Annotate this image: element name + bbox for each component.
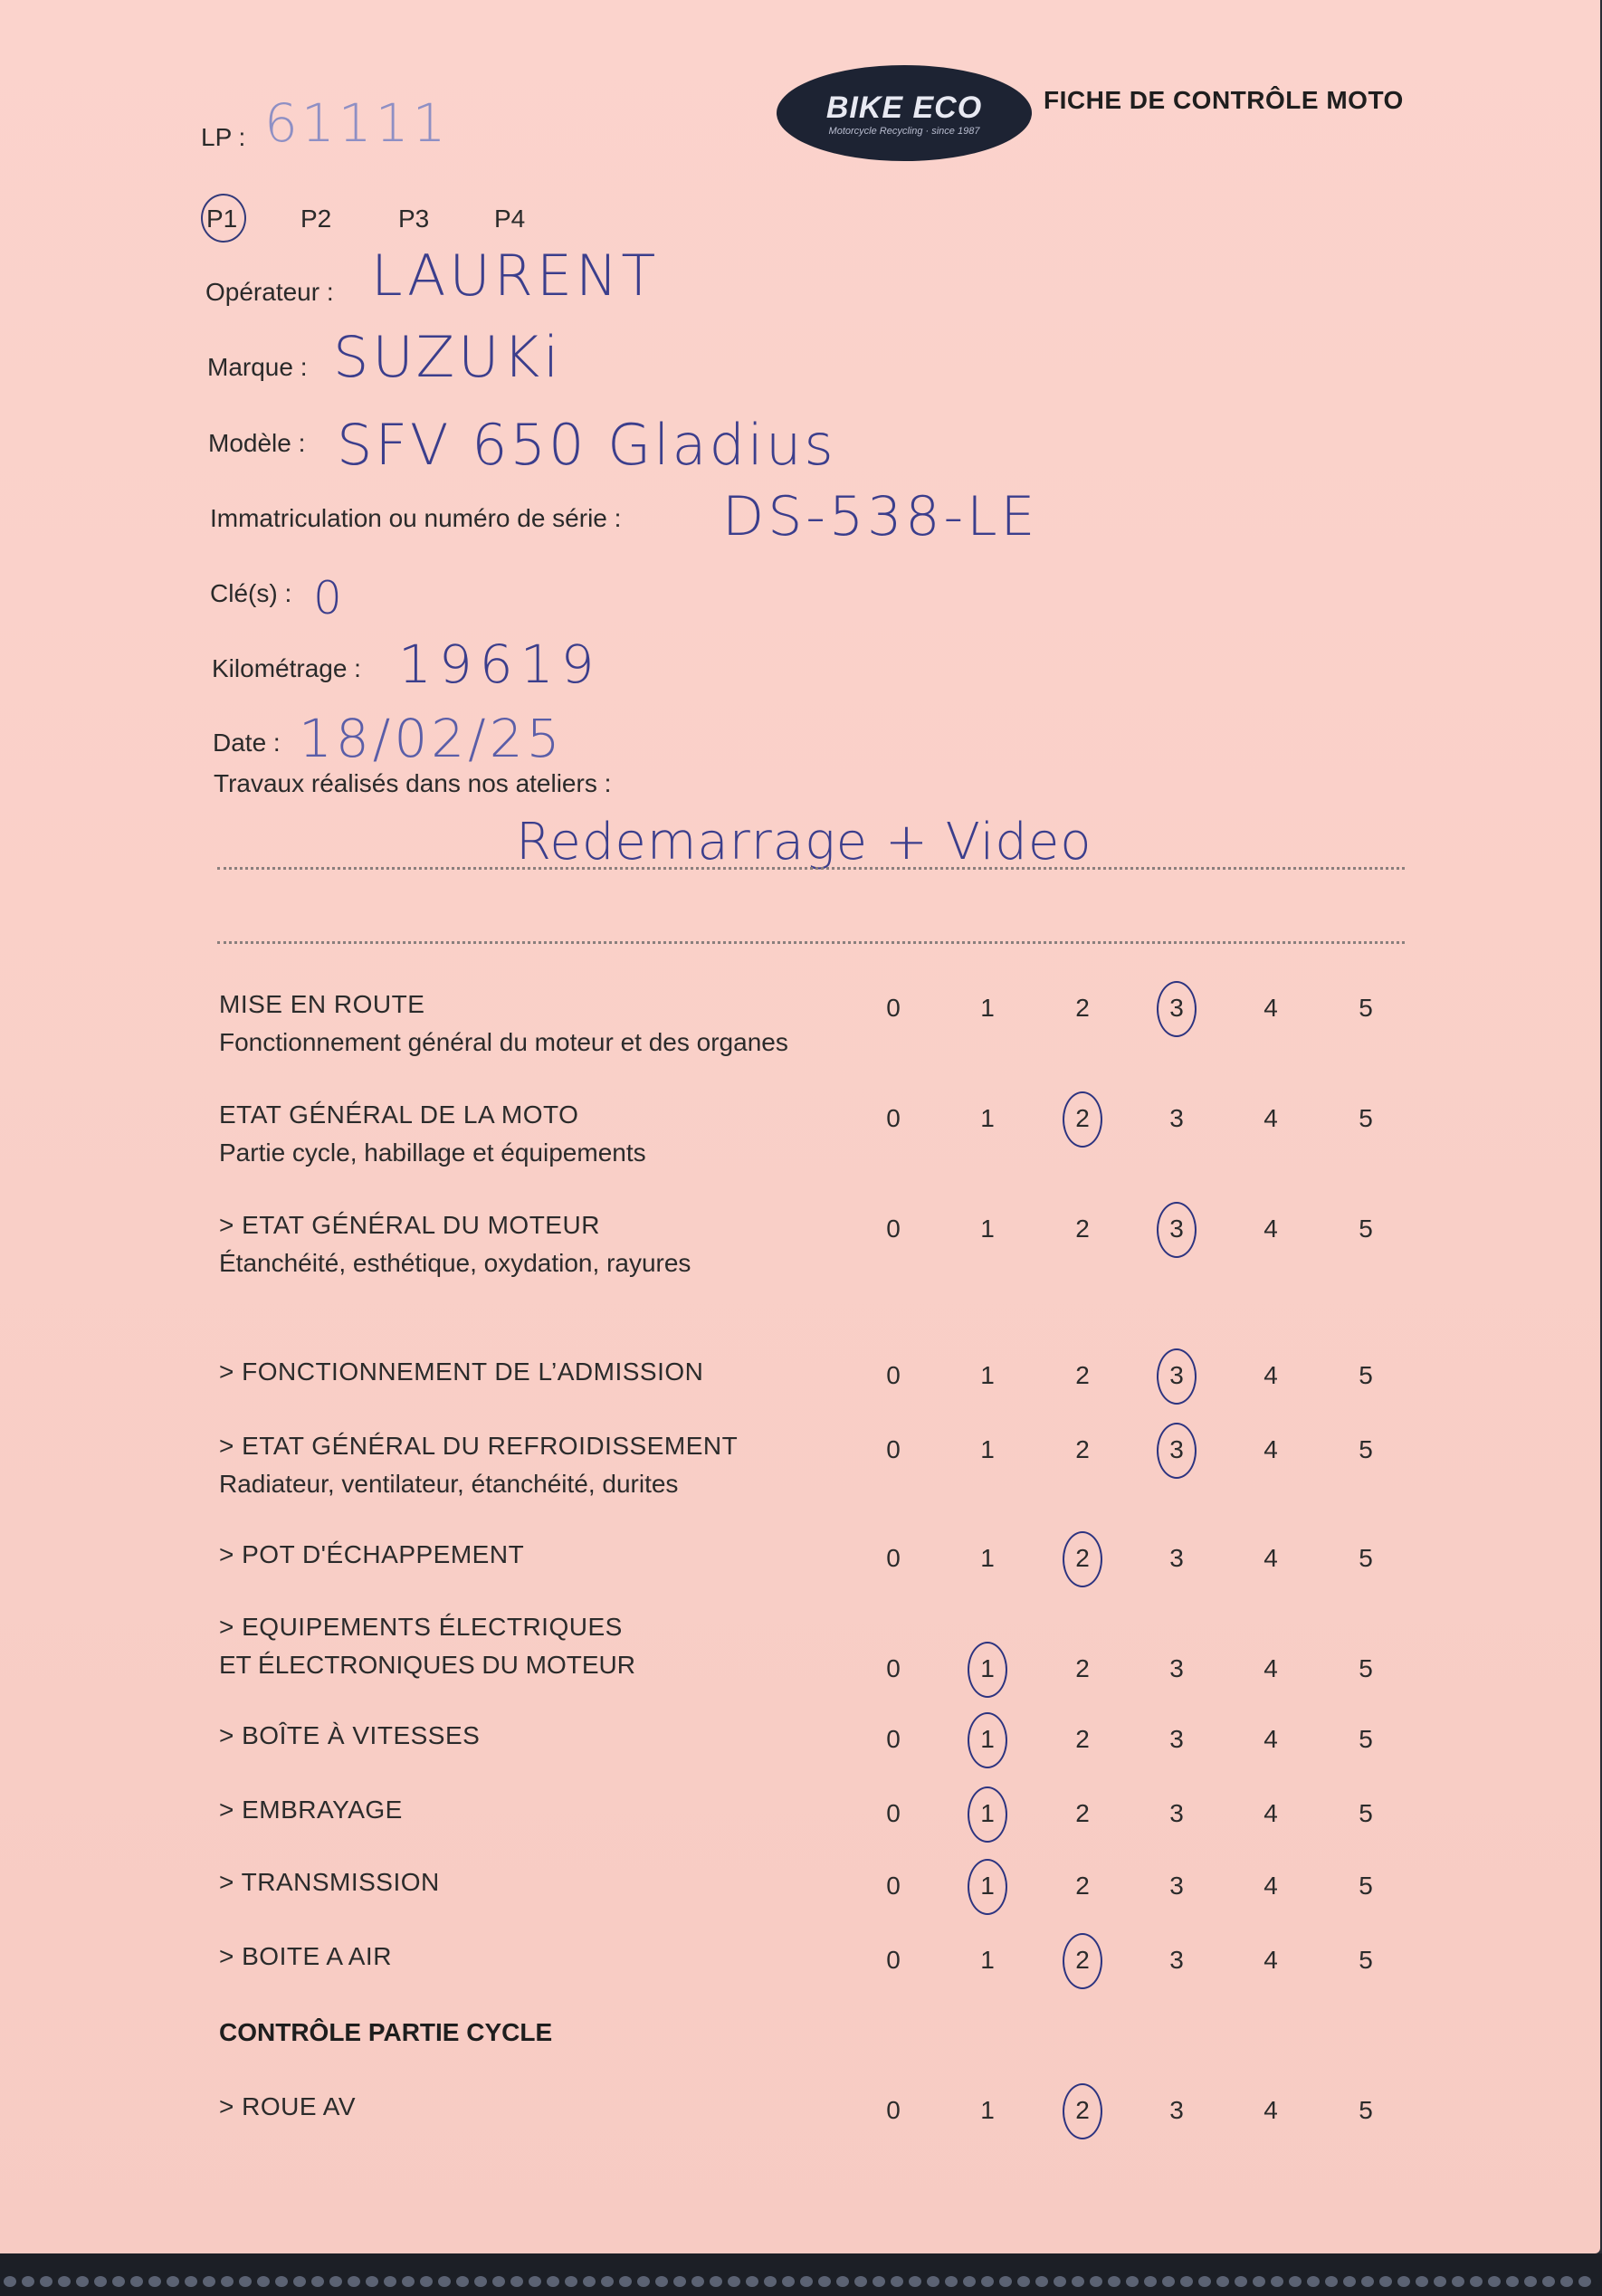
travaux-line-2 [217, 941, 1405, 944]
binder-hole [1343, 2276, 1356, 2287]
lp-label: LP : [201, 123, 246, 151]
binder-hole [348, 2276, 360, 2287]
binder-hole [1416, 2276, 1428, 2287]
binder-hole [854, 2276, 867, 2287]
rating-score-1[interactable]: 1 [980, 1215, 995, 1243]
rating-score-5[interactable]: 5 [1359, 1872, 1373, 1900]
binder-hole [58, 2276, 71, 2287]
rating-score-1[interactable]: 1 [980, 1104, 995, 1132]
document-title: FICHE DE CONTRÔLE MOTO [1044, 86, 1404, 114]
rating-score-5[interactable]: 5 [1359, 1435, 1373, 1463]
rating-score-5[interactable]: 5 [1359, 1799, 1373, 1827]
rating-selected-circle [968, 1786, 1007, 1843]
binder-hole [275, 2276, 288, 2287]
binder-hole [1271, 2276, 1283, 2287]
rating-score-3[interactable]: 3 [1169, 994, 1184, 1022]
binder-hole [402, 2276, 415, 2287]
rating-score-4[interactable]: 4 [1263, 1544, 1278, 1572]
binder-hole [384, 2276, 396, 2287]
date-label: Date : [213, 729, 281, 757]
rating-score-3[interactable]: 3 [1169, 1872, 1184, 1900]
rating-score-0[interactable]: 0 [886, 1215, 901, 1243]
binder-hole [1198, 2276, 1211, 2287]
cycle-rating-row-title: > ROUE AV [219, 2092, 357, 2120]
binder-hole [800, 2276, 813, 2287]
binder-hole [1361, 2276, 1374, 2287]
rating-score-1[interactable]: 1 [980, 1725, 995, 1753]
rating-score-5[interactable]: 5 [1359, 1946, 1373, 1974]
binder-hole [203, 2276, 215, 2287]
rating-score-2[interactable]: 2 [1075, 1799, 1090, 1827]
rating-score-5[interactable]: 5 [1359, 1361, 1373, 1389]
cycle-rating-score-5[interactable]: 5 [1359, 2096, 1373, 2124]
binder-hole [1072, 2276, 1084, 2287]
binder-hole [474, 2276, 487, 2287]
binder-hole [311, 2276, 324, 2287]
binder-hole [764, 2276, 777, 2287]
cles-value[interactable]: 0 [313, 572, 346, 624]
binder-hole [927, 2276, 939, 2287]
rating-score-0[interactable]: 0 [886, 1361, 901, 1389]
rating-selected-circle [1157, 981, 1197, 1037]
binder-hole [22, 2276, 34, 2287]
binder-hole [710, 2276, 722, 2287]
binder-hole [1035, 2276, 1048, 2287]
binder-hole [148, 2276, 161, 2287]
travaux-label: Travaux réalisés dans nos ateliers : [214, 769, 612, 797]
rating-row-title: > POT D'ÉCHAPPEMENT [219, 1540, 525, 1568]
rating-score-3[interactable]: 3 [1169, 1104, 1184, 1132]
immatriculation-value[interactable]: DS-538-LE [722, 485, 1039, 548]
binder-hole [167, 2276, 179, 2287]
rating-selected-circle [1063, 1531, 1102, 1587]
marque-value[interactable]: SUZUKi [333, 324, 563, 390]
rating-selected-circle [1157, 1348, 1197, 1405]
rating-score-5[interactable]: 5 [1359, 1104, 1373, 1132]
binder-hole [221, 2276, 234, 2287]
rating-row-title: > EQUIPEMENTS ÉLECTRIQUES [219, 1613, 623, 1641]
rating-score-0[interactable]: 0 [886, 994, 901, 1022]
binder-hole [1542, 2276, 1555, 2287]
rating-row-title: ETAT GÉNÉRAL DE LA MOTO [219, 1100, 579, 1129]
rating-score-3[interactable]: 3 [1169, 1435, 1184, 1463]
logo-subtitle: Motorcycle Recycling · since 1987 [828, 125, 980, 137]
rating-score-1[interactable]: 1 [980, 1435, 995, 1463]
rating-score-4[interactable]: 4 [1263, 1946, 1278, 1974]
binder-hole [1017, 2276, 1030, 2287]
binder-hole [76, 2276, 89, 2287]
date-value[interactable]: 18/02/25 [299, 708, 564, 769]
rating-row-subtitle: Radiateur, ventilateur, étanchéité, durites [219, 1470, 679, 1498]
rating-score-5[interactable]: 5 [1359, 1654, 1373, 1682]
binder-hole [583, 2276, 596, 2287]
position-option-p2[interactable]: P2 [300, 205, 332, 233]
rating-score-0[interactable]: 0 [886, 1946, 901, 1974]
rating-score-1[interactable]: 1 [980, 1544, 995, 1572]
position-option-p3[interactable]: P3 [398, 205, 430, 233]
binder-hole [836, 2276, 849, 2287]
binder-hole [420, 2276, 433, 2287]
binder-hole [619, 2276, 632, 2287]
binder-hole [456, 2276, 469, 2287]
binder-hole [1397, 2276, 1410, 2287]
rating-score-1[interactable]: 1 [980, 1872, 995, 1900]
rating-score-3[interactable]: 3 [1169, 1215, 1184, 1243]
binder-hole [366, 2276, 378, 2287]
binder-hole [1144, 2276, 1157, 2287]
binder-hole [601, 2276, 614, 2287]
binder-hole [529, 2276, 541, 2287]
binder-hole [891, 2276, 903, 2287]
rating-score-2[interactable]: 2 [1075, 1872, 1090, 1900]
rating-score-2[interactable]: 2 [1075, 1435, 1090, 1463]
rating-score-0[interactable]: 0 [886, 1799, 901, 1827]
rating-score-0[interactable]: 0 [886, 1872, 901, 1900]
rating-score-4[interactable]: 4 [1263, 1435, 1278, 1463]
binder-hole [981, 2276, 994, 2287]
cycle-rating-score-0[interactable]: 0 [886, 2096, 901, 2124]
rating-score-4[interactable]: 4 [1263, 1725, 1278, 1753]
rating-selected-circle [1063, 1933, 1102, 1989]
binder-hole [1379, 2276, 1392, 2287]
cycle-rating-score-2[interactable]: 2 [1075, 2096, 1090, 2124]
binder-hole [1253, 2276, 1265, 2287]
rating-selected-circle [1157, 1202, 1197, 1258]
kilometrage-label: Kilométrage : [212, 654, 361, 682]
travaux-value[interactable]: Redemarrage + Video [516, 813, 1092, 872]
binder-hole [1090, 2276, 1102, 2287]
rating-row-subtitle: Partie cycle, habillage et équipements [219, 1138, 646, 1167]
lp-value[interactable]: 61111 [264, 92, 450, 154]
rating-row-title: > ETAT GÉNÉRAL DU REFROIDISSEMENT [219, 1432, 739, 1460]
binder-hole [1126, 2276, 1139, 2287]
binder-hole [239, 2276, 252, 2287]
rating-score-5[interactable]: 5 [1359, 1544, 1373, 1572]
bike-eco-logo [777, 65, 1032, 161]
rating-row-subtitle: Fonctionnement général du moteur et des organes [219, 1028, 788, 1056]
rating-score-3[interactable]: 3 [1169, 1544, 1184, 1572]
binder-hole [40, 2276, 52, 2287]
rating-score-5[interactable]: 5 [1359, 1725, 1373, 1753]
rating-score-2[interactable]: 2 [1075, 1544, 1090, 1572]
binder-hole [329, 2276, 342, 2287]
binder-hole [746, 2276, 758, 2287]
marque-label: Marque : [207, 353, 308, 381]
rating-score-1[interactable]: 1 [980, 994, 995, 1022]
binder-hole [1289, 2276, 1302, 2287]
rating-score-4[interactable]: 4 [1263, 1799, 1278, 1827]
binder-hole [1325, 2276, 1338, 2287]
rating-selected-circle [968, 1712, 1007, 1768]
binder-hole [1307, 2276, 1320, 2287]
rating-selected-circle [1157, 1423, 1197, 1479]
travaux-line-1 [217, 867, 1405, 870]
immatriculation-label: Immatriculation ou numéro de série : [210, 504, 622, 532]
modele-label: Modèle : [208, 429, 306, 457]
rating-score-1[interactable]: 1 [980, 1946, 995, 1974]
binder-hole [1180, 2276, 1193, 2287]
binder-hole [1524, 2276, 1537, 2287]
binder-hole [1488, 2276, 1501, 2287]
rating-score-0[interactable]: 0 [886, 1104, 901, 1132]
rating-score-3[interactable]: 3 [1169, 1799, 1184, 1827]
binder-hole [1506, 2276, 1519, 2287]
rating-selected-circle [1063, 1091, 1102, 1148]
rating-row-title: > TRANSMISSION [219, 1868, 440, 1896]
rating-row-title: > EMBRAYAGE [219, 1796, 403, 1824]
binder-hole [818, 2276, 831, 2287]
rating-score-4[interactable]: 4 [1263, 1654, 1278, 1682]
binder-hole [1216, 2276, 1229, 2287]
binder-hole [909, 2276, 921, 2287]
rating-score-3[interactable]: 3 [1169, 1946, 1184, 1974]
binder-hole [293, 2276, 306, 2287]
rating-score-1[interactable]: 1 [980, 1361, 995, 1389]
rating-score-0[interactable]: 0 [886, 1654, 901, 1682]
operateur-value[interactable]: LAURENT [371, 243, 660, 309]
rating-score-5[interactable]: 5 [1359, 994, 1373, 1022]
kilometrage-value[interactable]: 19619 [398, 634, 602, 695]
cycle-rating-selected-circle [1063, 2083, 1102, 2139]
cycle-rating-score-4[interactable]: 4 [1263, 2096, 1278, 2124]
binder-hole [1108, 2276, 1120, 2287]
binder-hole [4, 2276, 16, 2287]
rating-score-3[interactable]: 3 [1169, 1361, 1184, 1389]
rating-score-2[interactable]: 2 [1075, 1215, 1090, 1243]
rating-row-title: > BOITE A AIR [219, 1942, 392, 1970]
binder-edge [0, 2253, 1602, 2296]
binder-hole [257, 2276, 270, 2287]
binder-hole [1560, 2276, 1573, 2287]
rating-score-4[interactable]: 4 [1263, 1361, 1278, 1389]
binder-hole [1235, 2276, 1247, 2287]
binder-hole [873, 2276, 885, 2287]
rating-score-4[interactable]: 4 [1263, 1104, 1278, 1132]
position-option-p4[interactable]: P4 [494, 205, 526, 233]
rating-score-4[interactable]: 4 [1263, 1215, 1278, 1243]
cycle-rating-score-3[interactable]: 3 [1169, 2096, 1184, 2124]
rating-score-4[interactable]: 4 [1263, 994, 1278, 1022]
binder-hole [655, 2276, 668, 2287]
modele-value[interactable]: SFV 650 Gladius [337, 412, 836, 478]
rating-score-2[interactable]: 2 [1075, 994, 1090, 1022]
binder-hole [691, 2276, 704, 2287]
rating-row-subtitle: ET ÉLECTRONIQUES DU MOTEUR [219, 1651, 635, 1679]
rating-selected-circle [968, 1642, 1007, 1698]
rating-score-5[interactable]: 5 [1359, 1215, 1373, 1243]
binder-hole [438, 2276, 451, 2287]
binder-hole [130, 2276, 143, 2287]
rating-row-title: > ETAT GÉNÉRAL DU MOTEUR [219, 1211, 600, 1239]
binder-hole [1452, 2276, 1464, 2287]
binder-hole [565, 2276, 577, 2287]
rating-selected-circle [968, 1859, 1007, 1915]
rating-score-3[interactable]: 3 [1169, 1654, 1184, 1682]
binder-hole [510, 2276, 523, 2287]
binder-hole [999, 2276, 1012, 2287]
binder-hole [1162, 2276, 1175, 2287]
rating-score-3[interactable]: 3 [1169, 1725, 1184, 1753]
rating-score-0[interactable]: 0 [886, 1544, 901, 1572]
rating-score-2[interactable]: 2 [1075, 1654, 1090, 1682]
logo-brand: BIKE ECO [825, 90, 983, 125]
binder-hole [492, 2276, 505, 2287]
binder-holes [0, 2276, 1602, 2289]
binder-hole [782, 2276, 795, 2287]
rating-score-4[interactable]: 4 [1263, 1872, 1278, 1900]
section-title-partie-cycle: CONTRÔLE PARTIE CYCLE [219, 2018, 553, 2046]
binder-hole [945, 2276, 958, 2287]
rating-score-1[interactable]: 1 [980, 1654, 995, 1682]
rating-score-0[interactable]: 0 [886, 1725, 901, 1753]
position-option-p1[interactable]: P1 [206, 205, 238, 233]
binder-hole [185, 2276, 197, 2287]
binder-hole [963, 2276, 976, 2287]
rating-score-2[interactable]: 2 [1075, 1725, 1090, 1753]
binder-hole [112, 2276, 125, 2287]
binder-hole [547, 2276, 559, 2287]
rating-row-title: > BOÎTE À VITESSES [219, 1721, 481, 1749]
binder-hole [728, 2276, 740, 2287]
rating-score-1[interactable]: 1 [980, 1799, 995, 1827]
rating-score-0[interactable]: 0 [886, 1435, 901, 1463]
binder-hole [637, 2276, 650, 2287]
rating-row-title: MISE EN ROUTE [219, 990, 425, 1018]
binder-hole [1434, 2276, 1446, 2287]
binder-hole [1470, 2276, 1483, 2287]
rating-score-2[interactable]: 2 [1075, 1361, 1090, 1389]
binder-hole [673, 2276, 686, 2287]
operateur-label: Opérateur : [205, 278, 334, 306]
cycle-rating-score-1[interactable]: 1 [980, 2096, 995, 2124]
rating-score-2[interactable]: 2 [1075, 1946, 1090, 1974]
rating-row-title: > FONCTIONNEMENT DE L’ADMISSION [219, 1358, 704, 1386]
binder-hole [1578, 2276, 1591, 2287]
rating-score-2[interactable]: 2 [1075, 1104, 1090, 1132]
binder-hole [1054, 2276, 1066, 2287]
binder-hole [94, 2276, 107, 2287]
rating-row-subtitle: Étanchéité, esthétique, oxydation, rayures [219, 1249, 691, 1277]
cles-label: Clé(s) : [210, 579, 292, 607]
position-selected-circle [201, 194, 246, 243]
